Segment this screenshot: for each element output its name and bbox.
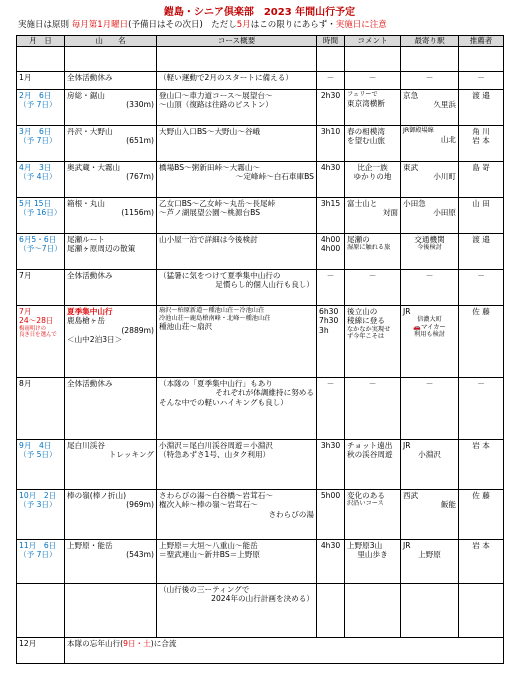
time-cell: 5h00 <box>317 490 345 540</box>
course-cell: （猛暑に気をつけて夏季集中山行の 足慣らし的個人山行も良し） <box>157 270 317 306</box>
table-row <box>17 378 504 440</box>
col-header-recommender: 推薦者 <box>459 36 504 47</box>
mountain-cell: 丹沢・大野山 (651m) <box>65 126 157 162</box>
car-label: 🚗マイカー <box>413 323 446 331</box>
mountain-cell: 尾瀬ルート 尾瀬ヶ原周辺の散策 <box>65 234 157 270</box>
date-cell: 12月 <box>17 638 65 664</box>
recommender-cell: 渡 邉 <box>459 234 504 270</box>
time-cell: 3h15 <box>317 198 345 234</box>
mountain-cell: 箱根・丸山 (1156m) <box>65 198 157 234</box>
course-cell: 小淵沢＝尾白川渓谷周遊＝小淵沢 （特急あずさ1号、山タク利用） <box>157 440 317 490</box>
comment-cell: 春の相模湾 を望む山旅 <box>345 126 401 162</box>
note-highlight: 5月 <box>236 20 251 30</box>
recommender-cell: 角 川 岩 本 <box>459 126 504 162</box>
date-cell: 7月 <box>17 270 65 306</box>
date-cell <box>17 584 65 638</box>
recommender-cell: － <box>459 270 504 306</box>
table-row <box>17 490 504 540</box>
note-part: (予備日はその次日) ただし <box>128 20 237 30</box>
time-cell <box>317 584 345 638</box>
station-cell: JR 上野原 <box>401 540 459 584</box>
mountain-cell: 上野原・能岳 (543m) <box>65 540 157 584</box>
note-part: 実施日は原則 <box>18 20 72 30</box>
date-cell: 9月 4日 （予 5日） <box>17 440 65 490</box>
car-icon: 🚗 <box>413 323 422 331</box>
time-cell: 4h30 <box>317 540 345 584</box>
station-cell: 小田急 小田原 <box>401 198 459 234</box>
table-row <box>17 126 504 162</box>
december-note: 本隊の忘年山行(9日・土)に合流 <box>67 639 177 648</box>
comment-cell: 後立山の 稜線に登る なかなか実現せ ず今年こそは <box>345 306 401 378</box>
table-row <box>17 440 504 490</box>
station-cell: 東武 小川町 <box>401 162 459 198</box>
col-header-time: 時間 <box>317 36 345 47</box>
course-cell: 橋場BS～粥新田峠～大霧山～ ～定峰峠～白石車庫BS <box>157 162 317 198</box>
station-cell: JR 小淵沢 <box>401 440 459 490</box>
col-header-date: 月 日 <box>17 36 65 47</box>
course-cell: （山行後の三ーティングで 2024年の山行計画を決める） <box>157 584 317 638</box>
comment-cell: 富士山と 対面 <box>345 198 401 234</box>
date-cell: 11月 6日 （予 7日） <box>17 540 65 584</box>
time-cell: － <box>317 270 345 306</box>
col-header-comment: コメント <box>345 36 401 47</box>
recommender-cell: 山 田 <box>459 198 504 234</box>
comment-cell: 尾瀬の 湿原に触れる旅 <box>345 234 401 270</box>
comment-cell: 比企一族 ゆかりの地 <box>345 162 401 198</box>
table-row <box>17 72 504 90</box>
table-row <box>17 584 504 638</box>
recommender-cell: 渡 邉 <box>459 90 504 126</box>
station-cell <box>401 584 459 638</box>
col-header-station: 最寄り駅 <box>401 36 459 47</box>
date-cell: 6月5・6日 （予～7日） <box>17 234 65 270</box>
station-cell: 京急 久里浜 <box>401 90 459 126</box>
station-cell: JR 信濃大町 🚗マイカー 利用も検討 <box>401 306 459 378</box>
mountain-cell <box>65 584 157 638</box>
course-cell: さわらびの湯～白谷橋～岩茸石～ 権次入峠～棒の嶺～岩茸石～ さわらびの湯 <box>157 490 317 540</box>
table-row <box>17 306 504 378</box>
mountain-cell: 棒の嶺(棒ノ折山) (969m) <box>65 490 157 540</box>
date-cell: 5月 15日 （予 16日） <box>17 198 65 234</box>
schedule-note <box>18 18 387 30</box>
recommender-cell: 岩 本 <box>459 440 504 490</box>
mountain-cell: 夏季集中山行 鹿島槍ヶ岳 (2889m) ＜山中2泊3日＞ <box>65 306 157 378</box>
table-row <box>17 270 504 306</box>
course-cell: 上野原＝大垣～八重山～能岳 ＝聖武連山～新井BS＝上野原 <box>157 540 317 584</box>
note-highlight: 実施日に注意 <box>335 20 387 30</box>
station-cell: JR御殿場線 山北 <box>401 126 459 162</box>
time-cell: 3h10 <box>317 126 345 162</box>
date-cell: 2月 6日 （予 7日） <box>17 90 65 126</box>
col-header-course: コース概要 <box>157 36 317 47</box>
table-row <box>17 540 504 584</box>
mountain-cell: 奥武蔵・大霧山 (767m) <box>65 162 157 198</box>
time-cell: 3h30 <box>317 440 345 490</box>
station-cell: － <box>401 270 459 306</box>
date-cell: 1月 <box>17 72 65 90</box>
note-highlight: 毎月第1月曜日 <box>71 20 129 30</box>
course-cell: 登山口～車力道コース～展望台～ ～山頂（復路は往路のピストン） <box>157 90 317 126</box>
mountain-cell: 尾白川渓谷 トレッキング <box>65 440 157 490</box>
station-cell: 西武 飯能 <box>401 490 459 540</box>
table-row <box>17 234 504 270</box>
mountain-cell: 房総・鋸山 (330m) <box>65 90 157 126</box>
page-title: 鎧島・シニア倶楽部 2023 年間山行予定 <box>163 7 356 18</box>
time-cell: － <box>317 72 345 90</box>
mountain-cell: 全体活動休み <box>65 72 157 90</box>
recommender-cell <box>459 584 504 638</box>
date-cell: 7月 24～28日 梅雨明けの 良き日を選んで <box>17 306 65 378</box>
col-header-mountain: 山 名 <box>65 36 157 47</box>
note-part: はこの限りにあらず・ <box>250 20 336 30</box>
header-row <box>17 36 504 47</box>
blank-row <box>17 47 504 72</box>
date-cell: 3月 6日 （予 7日） <box>17 126 65 162</box>
station-cell: － <box>401 72 459 90</box>
highlight-date: 9日・土 <box>123 639 151 648</box>
mountain-cell: 全体活動休み <box>65 270 157 306</box>
course-cell: 扇沢～柏原新道～種池山荘～冷池山荘 冷池山荘～鹿島槍南峰・北峰～種池山荘 種池山荘～扇沢 <box>157 306 317 378</box>
note-cell <box>65 638 504 664</box>
table-row <box>17 638 504 664</box>
comment-cell: フェリーで 東京湾横断 <box>345 90 401 126</box>
comment-cell: － <box>345 72 401 90</box>
recommender-cell: － <box>459 72 504 90</box>
course-cell: 山小屋一泊で詳細は今後検討 <box>157 234 317 270</box>
time-cell: 2h30 <box>317 90 345 126</box>
date-cell: 8月 <box>17 378 65 440</box>
comment-cell: 上野原3山 里山歩き <box>345 540 401 584</box>
comment-cell: 変化のある 沢沿いコース <box>345 490 401 540</box>
course-cell: 大野山入口BS～大野山～谷峨 <box>157 126 317 162</box>
comment-cell: チョット遠出 秋の渓谷周遊 <box>345 440 401 490</box>
course-cell: （本隊の「夏季集中山行」もあり それぞれが体調維持に努める そんな中での軽いハイキングも良し） <box>157 378 317 440</box>
comment-cell <box>345 584 401 638</box>
recommender-cell: 島 嵜 <box>459 162 504 198</box>
time-cell: 4h00 4h00 <box>317 234 345 270</box>
schedule-table <box>16 35 504 664</box>
table-row <box>17 90 504 126</box>
comment-cell: － <box>345 270 401 306</box>
comment-cell: － <box>345 378 401 440</box>
recommender-cell: 岩 本 <box>459 540 504 584</box>
recommender-cell: 佐 藤 <box>459 490 504 540</box>
time-cell: 6h30 7h30 3h <box>317 306 345 378</box>
station-cell: － <box>401 378 459 440</box>
date-cell: 4月 3日 （予 4日） <box>17 162 65 198</box>
time-cell: － <box>317 378 345 440</box>
table-row <box>17 162 504 198</box>
time-cell: 4h30 <box>317 162 345 198</box>
course-cell: 乙女口BS～乙女峠～丸岳～長尾峠 ～芦ノ湖展望公園～桃源台BS <box>157 198 317 234</box>
mountain-cell: 全体活動休み <box>65 378 157 440</box>
station-cell: 交通機関 今後検討 <box>401 234 459 270</box>
date-cell: 10月 2日 （予 3日） <box>17 490 65 540</box>
course-cell: （軽い運動で2月のスタートに備える） <box>157 72 317 90</box>
table-row <box>17 198 504 234</box>
recommender-cell: 佐 藤 <box>459 306 504 378</box>
recommender-cell: － <box>459 378 504 440</box>
